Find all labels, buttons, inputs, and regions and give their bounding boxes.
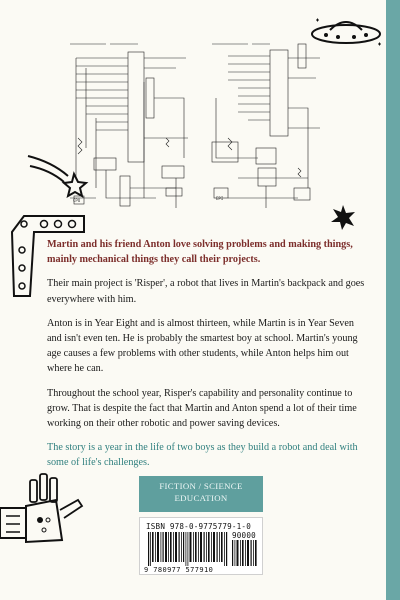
genre-box: [139, 476, 263, 512]
circuit-schematic-right: [208, 38, 328, 214]
barcode-bars: [148, 532, 228, 566]
blurb-paragraph-1: Their main project is 'Risper', a robot that lives in Martin's backpack and goes everywhere with him.: [47, 278, 365, 305]
robot-hand-icon: [0, 470, 90, 556]
price-code: 90000: [232, 531, 256, 540]
blurb-lead: Martin and his friend Anton love solving problems and making things, mainly mechanical things they call their projects.: [47, 239, 353, 266]
price-barcode-bars: [232, 540, 258, 566]
star-icon: [330, 204, 356, 230]
schematic-right-label: EPI: [216, 196, 224, 201]
genre-line-2: EDUCATION: [174, 493, 228, 503]
schematic-left-label: CPU: [73, 198, 81, 203]
blurb: [47, 237, 367, 480]
blurb-closing: The story is a year in the life of two boys as they build a robot and deal with some of life's challenges.: [47, 442, 358, 469]
spine-stripe: [386, 0, 400, 600]
blurb-paragraph-3: Throughout the school year, Risper's capability and personality continue to grow. That is despite the fact that Martin and Anton spend a lot of their time working on their other robotic and power saving devices.: [47, 387, 357, 430]
isbn-digits: 9 780977 577910: [144, 566, 214, 574]
genre-line-1: FICTION / SCIENCE: [159, 481, 243, 491]
isbn-label: ISBN 978-0-9775779-1-0: [146, 522, 251, 531]
isbn-barcode: [139, 517, 263, 575]
blurb-paragraph-2: Anton is in Year Eight and is almost thirteen, while Martin is in Year Seven and isn't even ten. He is probably the smartest boy at school. Martin's young age causes a few problems with other students, while Anton helps him out where he can.: [47, 317, 358, 375]
shooting-star-icon: [24, 152, 92, 198]
